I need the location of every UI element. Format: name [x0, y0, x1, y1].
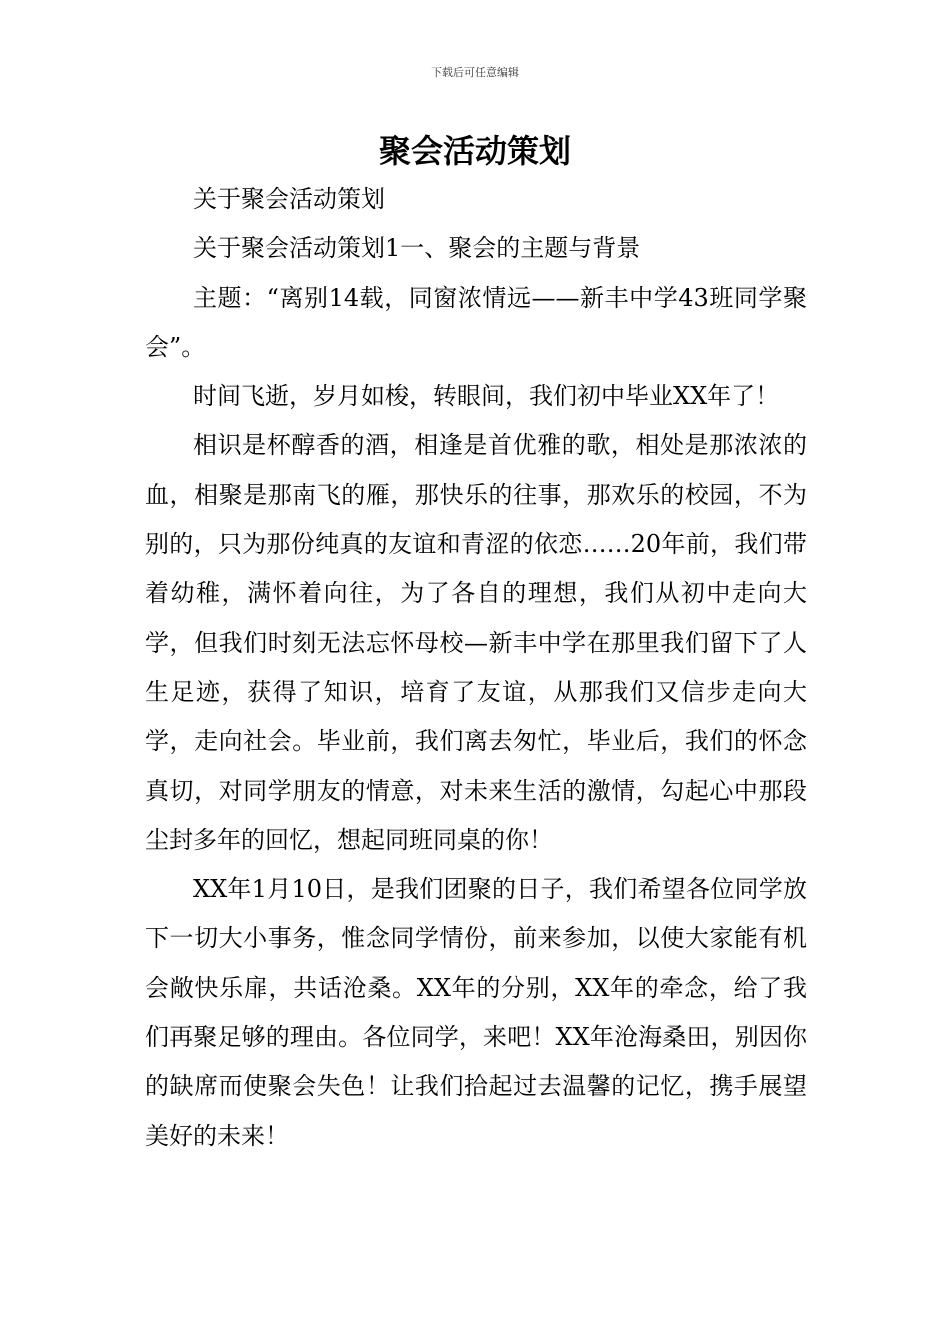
header-note: 下载后可任意编辑	[431, 66, 519, 79]
paragraph-theme: 主题：“离别14载，同窗浓情远——新丰中学43班同学聚会”。	[145, 283, 807, 361]
paragraph-invitation: XX年1月10日，是我们团聚的日子，我们希望各位同学放下一切大小事务，惟念同学情份，前来参加，以使大家能有机会敞快乐扉，共话沧桑。XX年的分别，XX年的牵念，给了我们再聚足够的理由。各位同学，来吧！XX年沧海桑田，别因你的缺席而使聚会失色！让我们拾起过去温馨的记忆，携手展望美好的未来！	[145, 875, 807, 1150]
document-body	[145, 175, 807, 1161]
paragraph-time: 时间飞逝，岁月如梭，转眼间，我们初中毕业XX年了！	[193, 382, 780, 411]
paragraph-memories: 相识是杯醇香的酒，相逢是首优雅的歌，相处是那浓浓的血，相聚是那南飞的雁，那快乐的往事，那欢乐的校园，不为别的，只为那份纯真的友谊和青涩的依恋……20年前，我们带着幼稚，满怀着向往，为了各自的理想，我们从初中走向大学，但我们时刻无法忘怀母校—新丰中学在那里我们留下了人生足迹，获得了知识，培育了友谊，从那我们又信步走向大学，走向社会。毕业前，我们离去匆忙，毕业后，我们的怀念真切，对同学朋友的情意，对未来生活的激情，勾起心中那段尘封多年的回忆，想起同班同桌的你！	[145, 431, 807, 854]
document-title: 聚会活动策划	[378, 132, 571, 170]
paragraph-subtitle: 关于聚会活动策划	[193, 185, 385, 213]
paragraph-section-heading: 关于聚会活动策划1一、聚会的主题与背景	[193, 234, 641, 263]
